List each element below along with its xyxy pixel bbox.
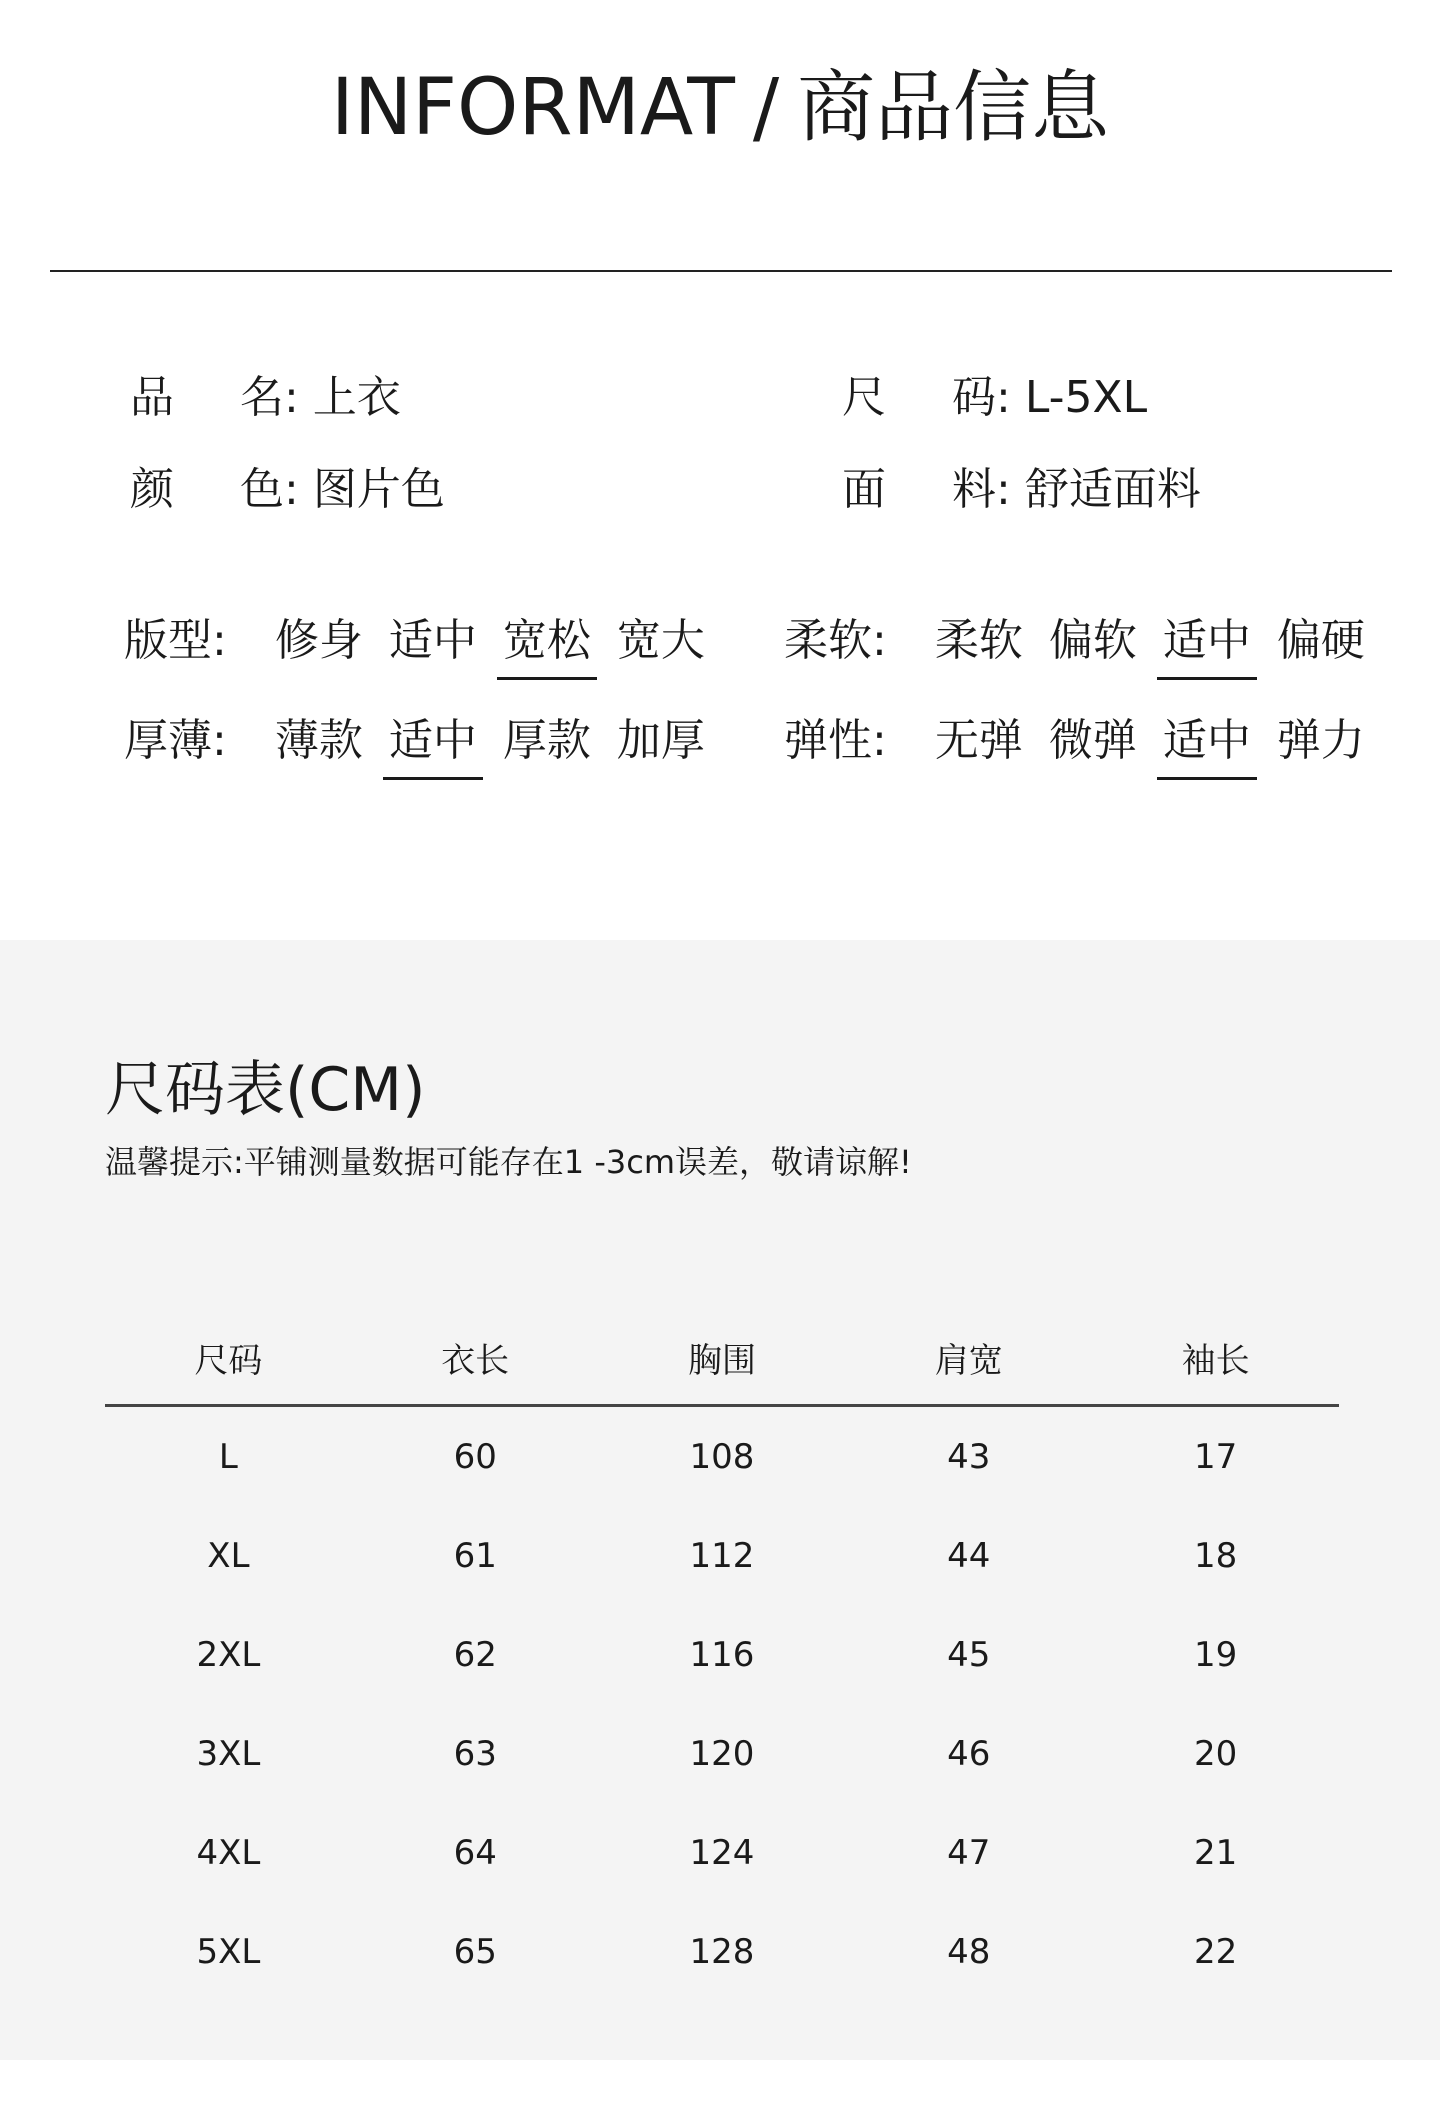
table-cell: 63 — [453, 1733, 497, 1774]
size-chart-title: 尺码表(CM) — [105, 1055, 426, 1125]
size-chart-tip: 温馨提示:平铺测量数据可能存在1 -3cm误差，敬请谅解! — [105, 1143, 912, 1181]
table-cell: 120 — [689, 1733, 755, 1774]
table-header-cell: 胸围 — [599, 1310, 846, 1406]
attr-option: 适中 — [388, 615, 477, 666]
table-header-row — [105, 1310, 1339, 1406]
attr-option: 适中 — [1157, 711, 1257, 780]
page-title — [0, 58, 1440, 158]
title-en: INFORMAT — [330, 63, 735, 153]
attr-option: 宽松 — [497, 611, 597, 680]
info-size — [842, 370, 1147, 426]
size-chart-section — [0, 940, 1440, 2060]
table-cell: 18 — [1193, 1535, 1238, 1576]
attr-option: 适中 — [383, 711, 483, 780]
table-row — [105, 1902, 1339, 2001]
table-cell: 19 — [1193, 1634, 1238, 1675]
attr-label: 厚薄: — [124, 715, 227, 766]
info-key: 色: — [240, 464, 299, 515]
table-cell: 5XL — [196, 1931, 261, 1972]
attr-option: 厚款 — [502, 715, 591, 766]
table-header-cell: 尺码 — [105, 1310, 352, 1406]
table-cell: 3XL — [196, 1733, 261, 1774]
table-cell: 22 — [1193, 1931, 1238, 1972]
table-cell: 62 — [453, 1634, 497, 1675]
info-key: 码: — [952, 372, 1011, 423]
attr-option: 薄款 — [274, 715, 363, 766]
table-cell: 61 — [453, 1535, 497, 1576]
info-value: 图片色 — [312, 464, 445, 515]
table-cell: L — [218, 1436, 238, 1477]
info-fabric — [842, 462, 1201, 518]
table-header-cell: 肩宽 — [845, 1310, 1092, 1406]
table-cell: 21 — [1193, 1832, 1238, 1873]
info-key: 名: — [240, 372, 299, 423]
info-value: 上衣 — [312, 372, 401, 423]
table-cell: 65 — [453, 1931, 497, 1972]
table-cell: 17 — [1193, 1436, 1238, 1477]
table-header-cell: 袖长 — [1092, 1310, 1339, 1406]
table-cell: 2XL — [196, 1634, 261, 1675]
table-cell: 44 — [947, 1535, 991, 1576]
table-row — [105, 1506, 1339, 1605]
table-cell: 128 — [689, 1931, 755, 1972]
attr-fit — [124, 611, 725, 680]
info-color — [130, 462, 445, 518]
info-key: 品 — [130, 372, 174, 423]
table-cell: 60 — [453, 1436, 497, 1477]
table-cell: 46 — [947, 1733, 991, 1774]
table-cell: 45 — [947, 1634, 991, 1675]
info-key: 料: — [952, 464, 1011, 515]
table-cell: 4XL — [196, 1832, 261, 1873]
info-key: 尺 — [842, 372, 886, 423]
attr-option: 宽大 — [616, 615, 705, 666]
attr-thickness — [124, 711, 725, 780]
table-cell: 108 — [689, 1436, 755, 1477]
table-cell: 43 — [947, 1436, 991, 1477]
size-table — [105, 1310, 1339, 2001]
attr-softness — [784, 611, 1385, 680]
attr-option: 偏软 — [1048, 615, 1137, 666]
attr-option: 加厚 — [616, 715, 705, 766]
attr-option: 柔软 — [934, 615, 1023, 666]
attr-label: 版型: — [124, 615, 227, 666]
attr-option: 偏硬 — [1276, 615, 1365, 666]
info-product-name — [130, 370, 401, 426]
attr-option: 适中 — [1157, 611, 1257, 680]
info-key: 颜 — [130, 464, 174, 515]
table-cell: 112 — [689, 1535, 755, 1576]
table-cell: 64 — [453, 1832, 497, 1873]
attr-elasticity — [784, 711, 1385, 780]
attr-label: 柔软: — [784, 615, 887, 666]
table-row — [105, 1605, 1339, 1704]
title-cn: 商品信息 — [797, 63, 1110, 153]
info-value: L-5XL — [1024, 372, 1148, 423]
attr-label: 弹性: — [784, 715, 887, 766]
info-key: 面 — [842, 464, 886, 515]
table-header-cell: 衣长 — [352, 1310, 599, 1406]
table-cell: 20 — [1193, 1733, 1238, 1774]
table-cell: XL — [207, 1535, 250, 1576]
table-row — [105, 1406, 1339, 1507]
table-row — [105, 1803, 1339, 1902]
table-cell: 116 — [689, 1634, 755, 1675]
attr-option: 修身 — [274, 615, 363, 666]
attr-option: 无弹 — [934, 715, 1023, 766]
info-value: 舒适面料 — [1024, 464, 1201, 515]
attr-option: 弹力 — [1276, 715, 1365, 766]
table-cell: 47 — [947, 1832, 991, 1873]
header-divider — [50, 270, 1392, 272]
attr-option: 微弹 — [1048, 715, 1137, 766]
title-separator: / — [752, 63, 780, 153]
table-cell: 48 — [947, 1931, 991, 1972]
table-cell: 124 — [689, 1832, 755, 1873]
table-row — [105, 1704, 1339, 1803]
